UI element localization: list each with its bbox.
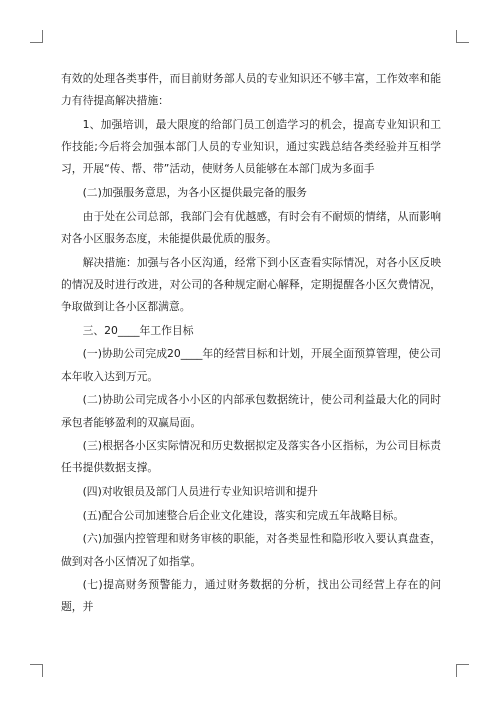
paragraph-1: 有效的处理各类事件，而目前财务部人员的专业知识还不够丰富，工作效率和能力有待提高解决措施： <box>61 72 441 108</box>
crop-mark-bottom-left <box>30 664 43 677</box>
goal-item-3: (三)根据各小区实际情况和历史数据拟定及落实各小区指标，为公司目标责任书提供数据支撑。 <box>61 439 441 475</box>
goal-item-1: (一)协助公司完成20____年的经营目标和计划，开展全面预算管理，使公司本年收入达到万元。 <box>61 347 441 383</box>
goal-item-2: (二)协助公司完成各小小区的内部承包数据统计，使公司利益最大化的同时承包者能够盈利的双赢局面。 <box>61 393 441 429</box>
paragraph-2: 1、加强培训，最大限度的给部门员工创造学习的机会，提高专业知识和工作技能;今后将会加强本部门人员的专业知识，通过实践总结各类经验并互相学习，开展“传、帮、带”活动，使财务人员能够在本部门成为多面手 <box>61 117 441 176</box>
goal-item-6: (六)加强内控管理和财务审核的职能，对各类显性和隐形收入要认真盘查，做到对各小区情况了如指掌。 <box>61 532 441 568</box>
crop-mark-top-right <box>456 30 469 43</box>
section-heading-service: (二)加强服务意思，为各小区提供最完备的服务 <box>82 186 307 200</box>
paragraph-4: 由于处在公司总部，我部门会有优越感，有时会有不耐烦的情绪，从而影响对各小区服务态度，未能提供最优质的服务。 <box>61 209 441 245</box>
section-heading-goals: 三、20____年工作目标 <box>82 323 194 337</box>
crop-mark-bottom-right <box>456 664 469 677</box>
crop-mark-top-left <box>30 30 43 43</box>
document-body <box>61 68 441 620</box>
paragraph-5: 解决措施：加强与各小区沟通，经常下到小区查看实际情况，对各小区反映的情况及时进行改进，对公司的各种规定耐心解释，定期提醒各小区欠费情况，争取做到让各小区都满意。 <box>61 255 441 314</box>
goal-item-7: (七)提高财务预警能力，通过财务数据的分析，找出公司经营上存在的问题，并 <box>61 578 441 614</box>
goal-item-4: (四)对收银员及部门人员进行专业知识培训和提升 <box>82 485 318 499</box>
goal-item-5: (五)配合公司加速整合后企业文化建设，落实和完成五年战略目标。 <box>82 508 405 522</box>
